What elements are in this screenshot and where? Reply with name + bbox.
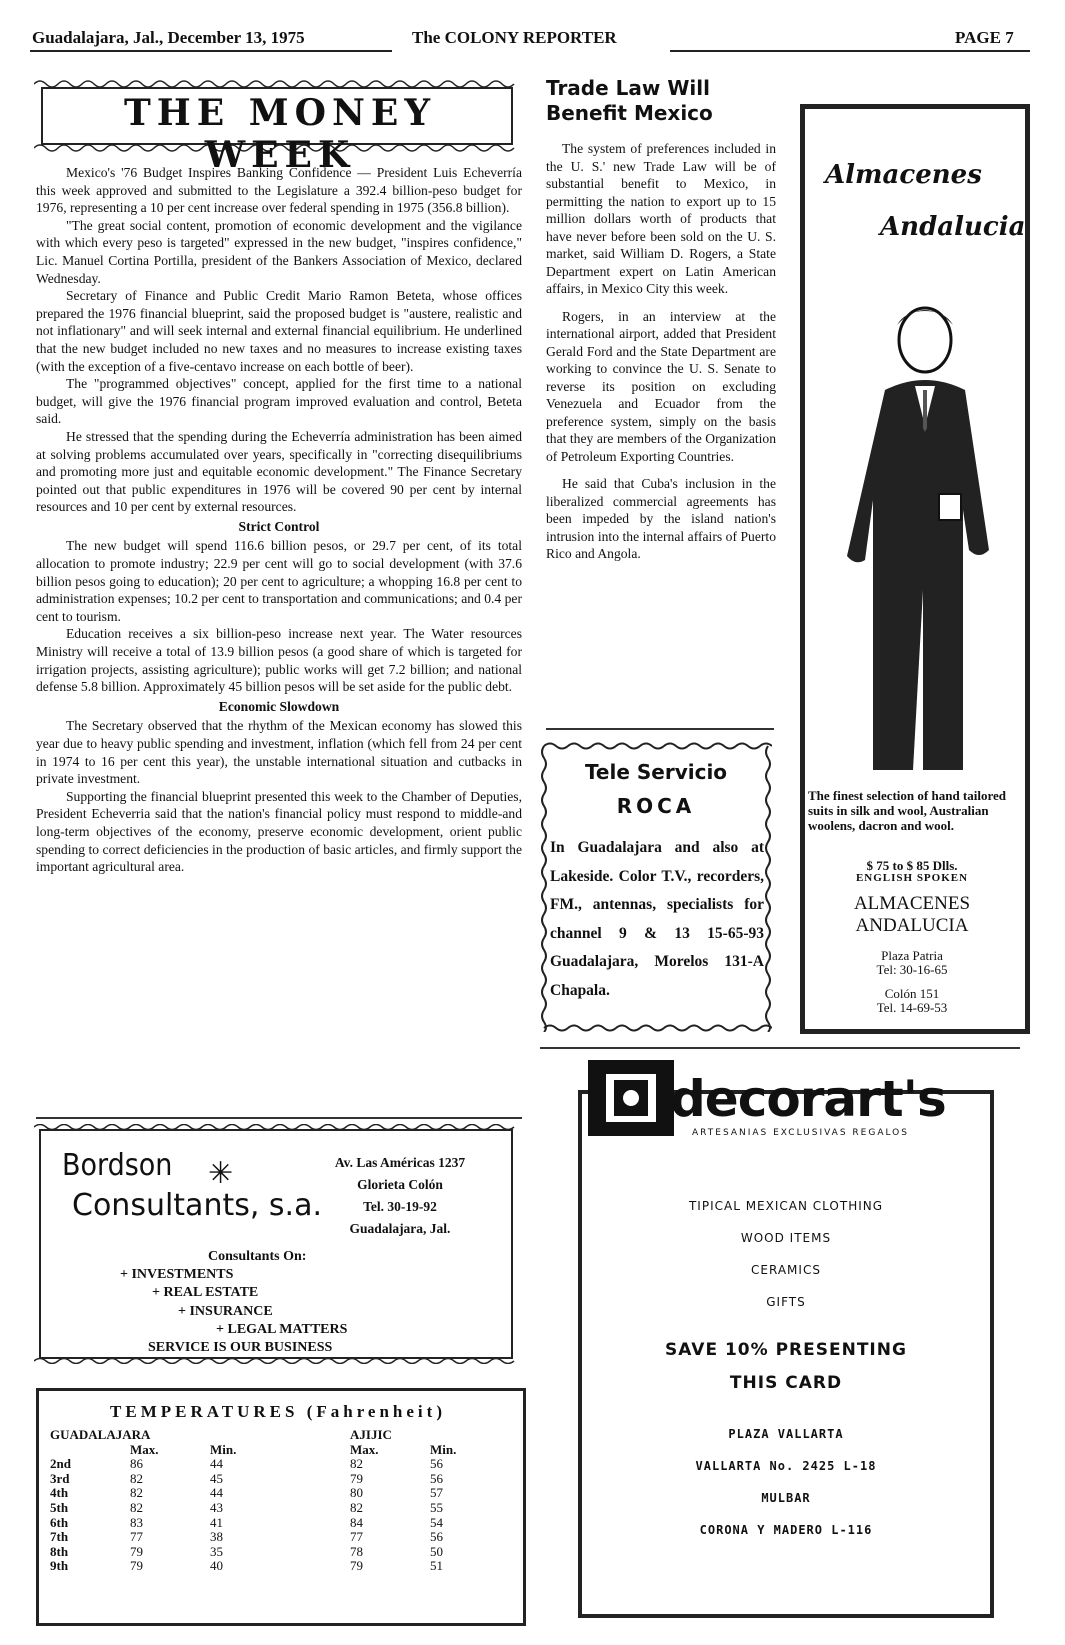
address-line: Guadalajara, Jal. [349,1221,451,1236]
bordson-logo-line1: Bordson [62,1148,173,1183]
column-rule [546,728,774,730]
day-cell: 3rd [50,1470,70,1486]
service-item: + INSURANCE [178,1303,273,1319]
temperature-cell: 82 [350,1456,363,1472]
service-item: + REAL ESTATE [152,1285,259,1301]
almacenes-english-spoken: ENGLISH SPOKEN [855,872,969,884]
temperature-cell: 43 [210,1499,223,1515]
decorart-addresses [582,1418,990,1546]
temperature-cell: 80 [350,1485,363,1501]
decorart-item-list [582,1190,990,1318]
table-row [50,1501,510,1516]
temperature-cell: 38 [210,1529,223,1545]
list-item: CERAMICS [751,1263,821,1277]
temperature-cell: 77 [350,1529,363,1545]
city-guadalajara: GUADALAJARA [50,1427,151,1442]
almacenes-tagline: The finest selection of hand tailored suits in silk and wool, Australian woolens, dacron and wool. [808,788,1007,833]
temperature-cell: 79 [130,1558,143,1574]
day-cell: 6th [50,1514,69,1530]
temperature-cell: 79 [130,1543,143,1559]
bordson-logo-line2: Consultants, s.a. [72,1188,323,1223]
temperature-cell: 56 [430,1456,443,1472]
trade-article [546,140,776,573]
temperature-cell: 40 [210,1558,223,1574]
day-cell: 2nd [50,1456,71,1472]
address-line: Av. Las Américas 1237 [334,1155,466,1170]
col-max: Max. [350,1441,379,1457]
article-paragraph: "The great social content, promotion of economic development and the vigilance with which every peso is targeted" expressed in the new budget, "inspires confidence," Lic. Manuel Cortina Portilla, president of the Bankers Association of Mexico, declared Wednesday. [36,217,522,286]
almacenes-script-line2: Andalucia [880,212,1026,242]
address-line: CORONA Y MADERO L-116 [699,1523,873,1537]
man-in-suit-illustration [835,290,1015,790]
column-rule [36,1117,522,1119]
temperature-cell: 82 [130,1485,143,1501]
list-item: GIFTS [766,1295,806,1309]
almacenes-script-line1: Almacenes [825,160,982,190]
almacenes-colon-address: Colón 151 [884,986,940,1001]
temperature-cell: 35 [210,1543,223,1559]
address-line: PLAZA VALLARTA [728,1427,844,1441]
temperature-cell: 54 [430,1514,443,1530]
day-cell: 8th [50,1543,69,1559]
almacenes-price: $ 75 to $ 85 Dlls. [866,858,958,873]
table-subheader-row [50,1443,510,1458]
table-row [50,1472,510,1487]
header-rule-left [30,50,392,52]
temperature-cell: 82 [130,1470,143,1486]
col-min: Min. [430,1441,457,1457]
table-row [50,1486,510,1501]
temperature-cell: 44 [210,1456,223,1472]
almacenes-name-line1: ALMACENES [853,893,971,914]
offer-line: SAVE 10% PRESENTING [665,1340,907,1360]
address-line: VALLARTA No. 2425 L-18 [695,1459,877,1473]
page-header [0,0,1065,52]
temperature-rows [50,1457,510,1574]
article-paragraph: The system of preferences included in the U. S.' new Trade Law will be of substantial benefit to Mexico, in permitting the nation to export up to 15 million dollars worth of products that have never before been sold on the U. S. market, said William D. Rogers, a State Department expert on Latin American affairs, in Mexico City this week. [546,141,776,296]
city-ajijic: AJIJIC [350,1427,392,1442]
article-paragraph: Secretary of Finance and Public Credit Mario Ramon Beteta, whose offices prepared the 1976 financial blueprint, said the proposed budget is "austere, realistic and not inflationary" and will seek internal and external financial equilibrium. He underlined that the new budget included no new taxes and no measures to increase existing taxes (with the exception of a five-centavo increase on each bottle of beer). [36,288,522,374]
day-cell: 4th [50,1485,69,1501]
article-paragraph: The Secretary observed that the rhythm of the Mexican economy has slowed this year due to heavy public spending and investment, inflation (which fell from 24 per cent in 1974 to 16 per cent this year), the unstable international situation and cutbacks in private investment. [36,718,522,787]
temperatures-table [50,1428,510,1574]
day-cell: 9th [50,1558,69,1574]
address-line: MULBAR [761,1491,811,1505]
subheading-strict-control: Strict Control [238,518,320,534]
article-paragraph: Education receives a six billion-peso increase next year. The Water resources Ministry will receive a total of 13.9 billion pesos (a good share of which is targeted for irrigation projects, assisting agriculture); public works will get 7.2 billion; and national defense 5.8 billion. Approximately 45 billion pesos will be set aside for the public debt. [36,626,522,695]
asterisk-star-icon: ✳ [208,1156,234,1191]
table-row [50,1457,510,1472]
almacenes-phone1: Tel: 30-16-65 [876,962,948,977]
trade-headline: Trade Law Will Benefit Mexico [546,76,713,125]
tele-servicio-title: Tele Servicio [584,760,728,784]
header-dateline: Guadalajara, Jal., December 13, 1975 [32,28,305,47]
article-paragraph: He stressed that the spending during the Echeverría administration has been aimed at solving problems accumulated over years, specifically in "correcting disequilibriums and promoting more just and equitable economic development." The Finance Secretary pointed out that public expenditures in 1976 will be covered 90 per cent by internal resources and 10 per cent by external resources. [36,428,522,515]
article-paragraph: The new budget will spend 116.6 billion pesos, or 29.7 per cent, of its total allocation to promote industry; 22.9 per cent will go to social development (with 37.6 billion pesos going to education); 20 per cent to agriculture; a whopping 16.8 per cent to administration expenses; 10.2 per cent to transportation and communications; and 0.4 per cent to tourism. [36,538,522,624]
temperature-cell: 82 [350,1499,363,1515]
table-row [50,1545,510,1560]
article-paragraph: Supporting the financial blueprint presented this week to the Chamber of Deputies, President Echeverria said that the nation's financial policy must respond to middle-and long-term objectives of the economy, preserve economic development, orient public spending to correct deficiencies in the production of basic articles, and firmly support the important agricultural area. [36,788,522,875]
almacenes-name-line2: ANDALUCIA [855,915,969,936]
decorart-logo: decorart's [670,1070,946,1128]
temperature-cell: 78 [350,1543,363,1559]
money-week-title: THE MONEY WEEK [123,92,437,176]
tele-servicio-details: In Guadalajara and also at Lakeside. Color T.V., recorders, FM., antennas, specialists for channel 9 & 13 15-65-93 Guadalajara, Morelos 131-A Chapala. [550,839,764,999]
day-cell: 5th [50,1499,69,1515]
temperature-cell: 45 [210,1470,223,1486]
decorart-offer [582,1334,990,1400]
address-line: Tel. 30-19-92 [363,1199,437,1214]
service-item: + LEGAL MATTERS [216,1321,348,1337]
temperature-cell: 86 [130,1456,143,1472]
article-paragraph: The "programmed objectives" concept, applied for the first time to a national budget, will give the 1976 financial program improved evaluation and control, Beteta said. [36,376,522,427]
article-paragraph: Mexico's '76 Budget Inspires Banking Confidence — President Luis Echeverría this week approved and submitted to the Legislature a 392.4 billion-peso budget for 1976, representing a 10 per cent increase over federal spending in 1975 (356.8 billion). [36,165,522,216]
table-row [50,1516,510,1531]
list-item: WOOD ITEMS [740,1231,832,1245]
almacenes-phone2: Tel. 14-69-53 [876,1000,948,1015]
header-page-number: PAGE 7 [955,28,1014,47]
table-row [50,1559,510,1574]
temperature-cell: 77 [130,1529,143,1545]
temperature-cell: 79 [350,1558,363,1574]
temperature-cell: 83 [130,1514,143,1530]
header-masthead: The COLONY REPORTER [412,28,617,47]
column-rule [540,1047,1020,1049]
consultants-on-label: Consultants On: [208,1249,307,1264]
decorart-subtitle: ARTESANIAS EXCLUSIVAS REGALOS [692,1128,909,1138]
temperature-cell: 56 [430,1470,443,1486]
temperature-cell: 55 [430,1499,443,1515]
article-paragraph: Rogers, in an interview at the international airport, added that President Gerald Ford and the State Department are working to convince the U. S. Senate to reverse its position on excluding Venezuela and Ecuador from the preference system, simply on the basis that they are members of the Organization of Petroleum Exporting Countries. [546,308,776,464]
bordson-slogan: SERVICE IS OUR BUSINESS [148,1340,333,1356]
day-cell: 7th [50,1529,69,1545]
list-item: TIPICAL MEXICAN CLOTHING [688,1199,884,1213]
temperature-cell: 51 [430,1558,443,1574]
temperature-cell: 56 [430,1529,443,1545]
service-item: + INVESTMENTS [120,1267,234,1283]
temperature-cell: 84 [350,1514,363,1530]
temperature-cell: 50 [430,1543,443,1559]
temperature-cell: 79 [350,1470,363,1486]
bordson-address [300,1152,500,1240]
tele-servicio-roca: ROCA [616,794,696,818]
offer-line: THIS CARD [729,1373,843,1393]
temperature-cell: 44 [210,1485,223,1501]
col-min: Min. [210,1441,237,1457]
bordson-services [120,1248,480,1357]
almacenes-plaza: Plaza Patria [881,948,943,963]
table-header-row [50,1428,510,1443]
temperature-cell: 41 [210,1514,223,1530]
address-line: Glorieta Colón [357,1177,443,1192]
subheading-economic-slowdown: Economic Slowdown [218,698,340,714]
decorart-emblem-icon [586,1056,678,1140]
article-paragraph: He said that Cuba's inclusion in the liberalized commercial agreements has been impeded by the island nation's intrusion into the internal affairs of Puerto Rico and Angola. [546,476,776,561]
temperatures-title: TEMPERATURES (Fahrenheit) [110,1402,446,1421]
money-week-article [36,164,522,876]
temperature-cell: 82 [130,1499,143,1515]
table-row [50,1530,510,1545]
header-rule-right [670,50,1030,52]
temperature-cell: 57 [430,1485,443,1501]
col-max: Max. [130,1441,159,1457]
